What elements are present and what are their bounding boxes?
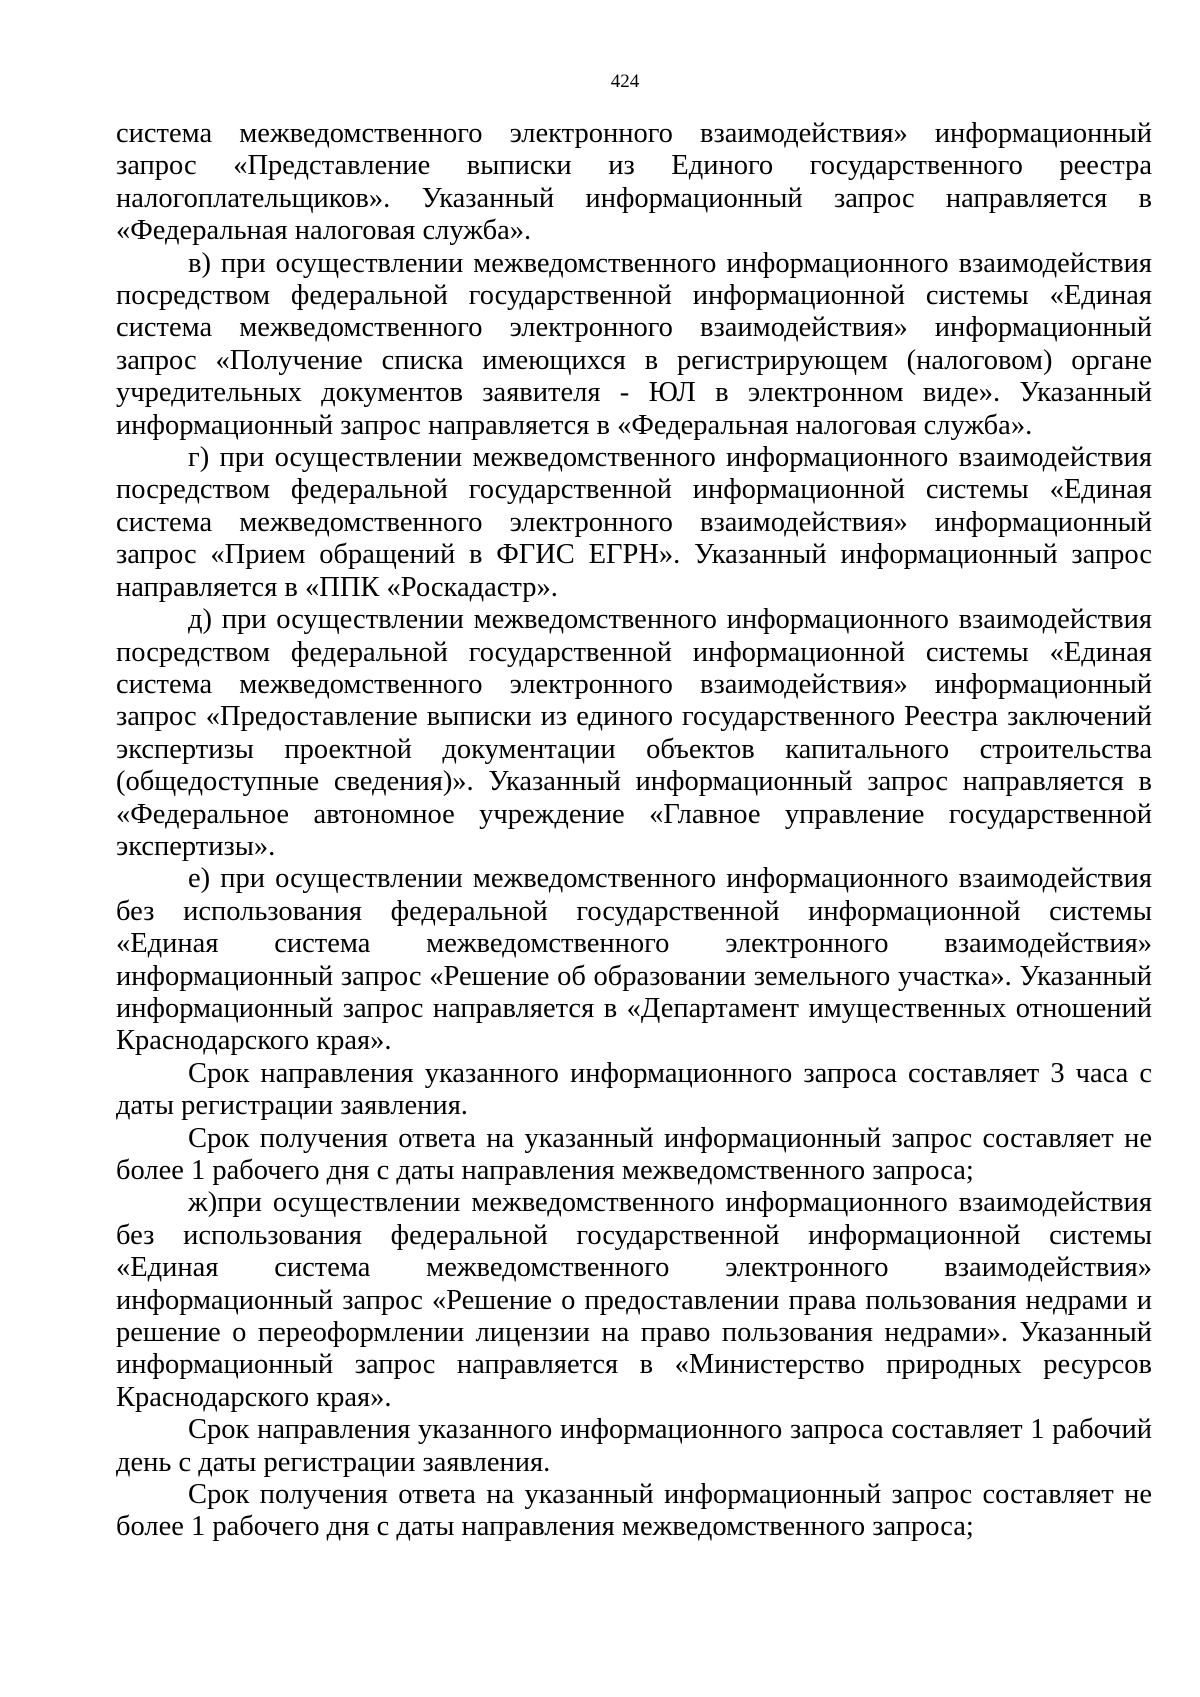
paragraph-item-g: г) при осуществлении межведомственного информационного взаимодействия посредством федеральной государственной информационной системы «Единая система межведомственного электронного взаимодействия» информационный запрос «Прием обращений в ФГИС ЕГРН». Указанный информационный запрос направляется в «ППК «Роскадастр». <box>116 442 1152 603</box>
paragraph-request-deadline-2: Срок направления указанного информационного запроса составляет 1 рабочий день с даты регистрации заявления. <box>116 1414 1152 1478</box>
paragraph-item-d: д) при осуществлении межведомственного информационного взаимодействия посредством федеральной государственной информационной системы «Единая система межведомственного электронного взаимодействия» информационный запрос «Предоставление выписки из единого государственного Реестра заключений экспертизы проектной документации объектов капитального строительства (общедоступные сведения)». Указанный информационный запрос направляется в «Федеральное автономное учреждение «Главное управление государственной экспертизы». <box>116 604 1152 862</box>
document-body <box>116 118 1152 1544</box>
paragraph-response-deadline-2: Срок получения ответа на указанный информационный запрос составляет не более 1 рабочего дня с даты направления межведомственного запроса; <box>116 1479 1152 1543</box>
paragraph-request-deadline: Срок направления указанного информационного запроса составляет 3 часа с даты регистрации заявления. <box>116 1057 1152 1122</box>
paragraph-item-e: е) при осуществлении межведомственного информационного взаимодействия без использования федеральной государственной информационной системы «Единая система межведомственного электронного взаимодействия» информационный запрос «Решение об образовании земельного участка». Указанный информационный запрос направляется в «Департамент имущественных отношений Краснодарского края». <box>116 863 1152 1057</box>
paragraph-continuation: система межведомственного электронного взаимодействия» информационный запрос «Представление выписки из Единого государственного реестра налогоплательщиков». Указанный информационный запрос направляется в «Федеральная налоговая служба». <box>116 118 1152 247</box>
paragraph-item-v: в) при осуществлении межведомственного информационного взаимодействия посредством федеральной государственной информационной системы «Единая система межведомственного электронного взаимодействия» информационный запрос «Получение списка имеющихся в регистрирующем (налоговом) органе учредительных документов заявителя - ЮЛ в электронном виде». Указанный информационный запрос направляется в «Федеральная налоговая служба». <box>116 247 1152 441</box>
paragraph-response-deadline: Срок получения ответа на указанный информационный запрос составляет не более 1 рабочего дня с даты направления межведомственного запроса; <box>116 1122 1152 1186</box>
page-number: 424 <box>610 71 640 92</box>
paragraph-item-zh: ж)при осуществлении межведомственного информационного взаимодействия без использования федеральной государственной информационной системы «Единая система межведомственного электронного взаимодействия» информационный запрос «Решение о предоставлении права пользования недрами и решение о переоформлении лицензии на право пользования недрами». Указанный информационный запрос направляется в «Министерство природных ресурсов Краснодарского края». <box>116 1187 1152 1413</box>
